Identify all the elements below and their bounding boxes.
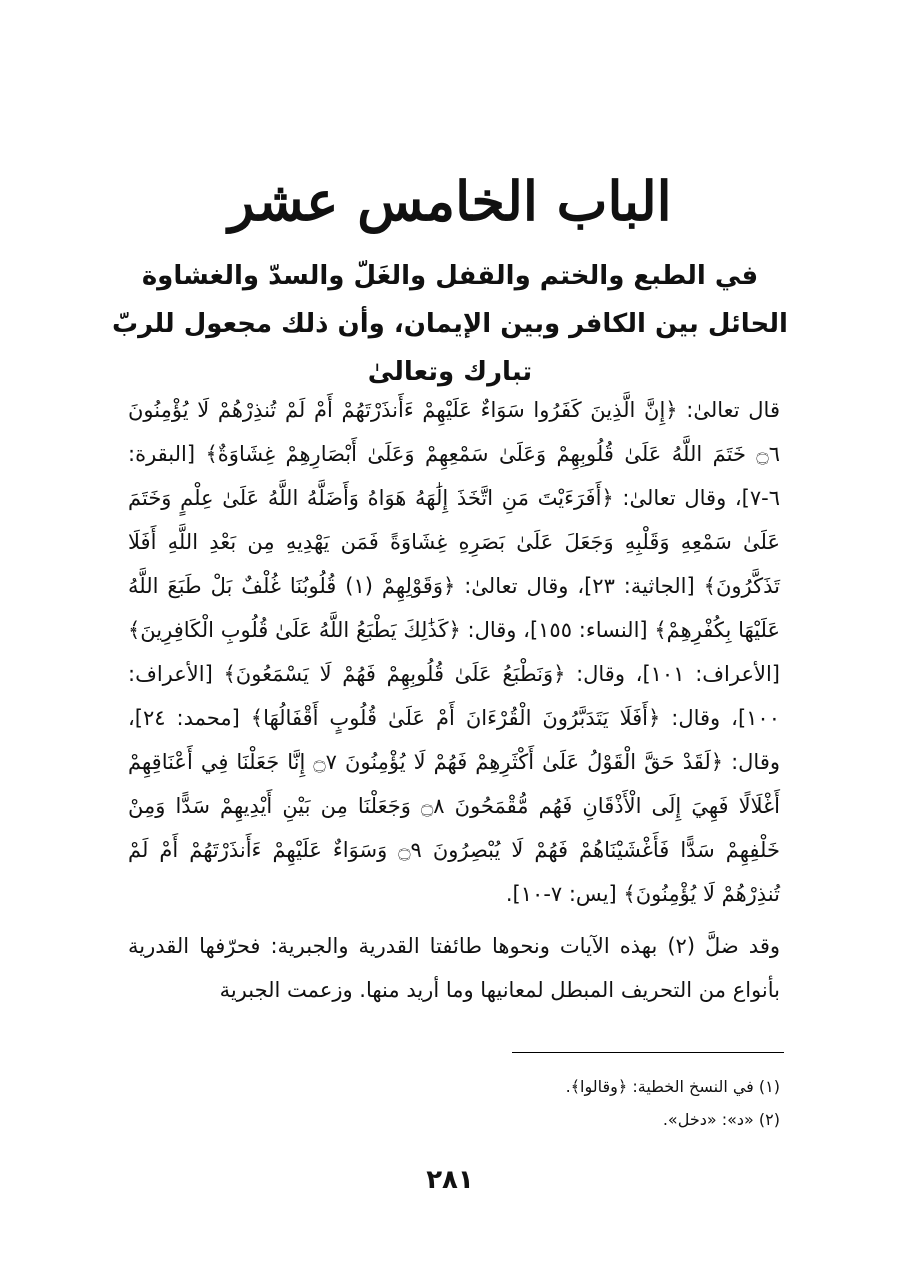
page-number: ٢٨١ [426, 1165, 474, 1195]
chapter-subtitle: في الطبع والختم والقفل والغَلّ والسدّ والغشاوة الحائل بين الكافر وبين الإيمان، وأن ذلك مجعول للربّ تبارك وتعالىٰ [112, 261, 788, 387]
chapter-title: الباب الخامس عشر [228, 169, 672, 233]
body-paragraph-2: وقد ضلَّ (٢) بهذه الآيات ونحوها طائفتا القدرية والجبرية: فحرّفها القدرية بأنواع من التحريف المبطل لمعانيها وما أريد منها. وزعمت الجبرية [128, 934, 780, 1002]
body-paragraph-1: قال تعالىٰ: ﴿إِنَّ الَّذِينَ كَفَرُوا سَوَاءٌ عَلَيْهِمْ ءَأَنذَرْتَهُمْ أَمْ لَمْ تُنذِرْهُمْ لَا يُؤْمِنُونَ ۝٦ خَتَمَ اللَّهُ عَلَىٰ قُلُوبِهِمْ وَعَلَىٰ سَمْعِهِمْ وَعَلَىٰ أَبْصَارِهِمْ غِشَاوَةٌ﴾ [البقرة: ٦-٧]، وقال تعالىٰ: ﴿أَفَرَءَيْتَ مَنِ اتَّخَذَ إِلَٰهَهُ هَوَاهُ وَأَضَلَّهُ اللَّهُ عَلَىٰ عِلْمٍ وَخَتَمَ عَلَىٰ سَمْعِهِ وَقَلْبِهِ وَجَعَلَ عَلَىٰ بَصَرِهِ غِشَاوَةً فَمَن يَهْدِيهِ مِن بَعْدِ اللَّهِ أَفَلَا تَذَكَّرُونَ﴾ [الجاثية: ٢٣]، وقال تعالىٰ: ﴿وَقَوْلِهِمْ (١) قُلُوبُنَا غُلْفٌ بَلْ طَبَعَ اللَّهُ عَلَيْهَا بِكُفْرِهِمْ﴾ [النساء: ١٥٥]، وقال: ﴿كَذَٰلِكَ يَطْبَعُ اللَّهُ عَلَىٰ قُلُوبِ الْكَافِرِينَ﴾ [الأعراف: ١٠١]، وقال: ﴿وَنَطْبَعُ عَلَىٰ قُلُوبِهِمْ فَهُمْ لَا يَسْمَعُونَ﴾ [الأعراف: ١٠٠]، وقال: ﴿أَفَلَا يَتَدَبَّرُونَ الْقُرْءَانَ أَمْ عَلَىٰ قُلُوبٍ أَقْفَالُهَا﴾ [محمد: ٢٤]، وقال: ﴿لَقَدْ حَقَّ الْقَوْلُ عَلَىٰ أَكْثَرِهِمْ فَهُمْ لَا يُؤْمِنُونَ ۝٧ إِنَّا جَعَلْنَا فِي أَعْنَاقِهِمْ أَغْلَالًا فَهِيَ إِلَى الْأَذْقَانِ فَهُم مُّقْمَحُونَ ۝٨ وَجَعَلْنَا مِن بَيْنِ أَيْدِيهِمْ سَدًّا وَمِنْ خَلْفِهِمْ سَدًّا فَأَغْشَيْنَاهُمْ فَهُمْ لَا يُبْصِرُونَ ۝٩ وَسَوَاءٌ عَلَيْهِمْ ءَأَنذَرْتَهُمْ أَمْ لَمْ تُنذِرْهُمْ لَا يُؤْمِنُونَ﴾ [يس: ٧-١٠]. [128, 398, 780, 906]
footnote-2: (٢) «د»: «دخل». [662, 1110, 780, 1129]
footnotes [400, 1070, 780, 1136]
footnote-divider [512, 1052, 784, 1053]
footnote-1: (١) في النسخ الخطية: ﴿وقالوا﴾. [565, 1077, 780, 1096]
